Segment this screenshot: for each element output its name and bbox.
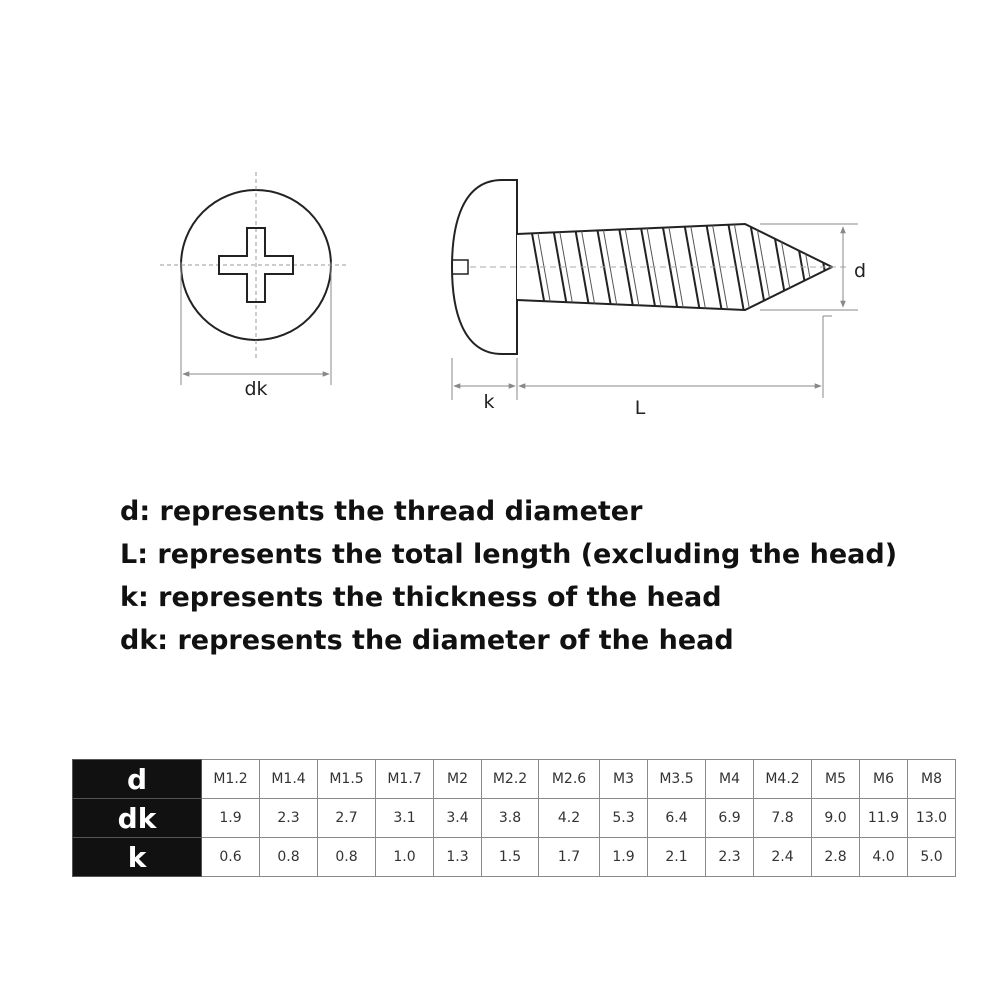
table-row	[73, 760, 956, 799]
table-cell: 9.0	[812, 799, 860, 838]
table-cell: 13.0	[908, 799, 956, 838]
table-cell: 4.2	[539, 799, 600, 838]
legend-k: k: represents the thickness of the head	[120, 582, 722, 613]
table-cell: M4.2	[754, 760, 812, 799]
dk-dimension-label: dk	[244, 378, 268, 400]
table-cell: M2	[434, 760, 482, 799]
table-cell: 6.4	[648, 799, 706, 838]
table-cell: 1.0	[376, 838, 434, 877]
head-top-view	[160, 172, 346, 400]
table-cell: 0.6	[202, 838, 260, 877]
spec-table	[72, 759, 956, 877]
table-cell: M2.6	[539, 760, 600, 799]
table-cell: 11.9	[860, 799, 908, 838]
table-cell: M1.2	[202, 760, 260, 799]
table-cell: M4	[706, 760, 754, 799]
legend-d: d: represents the thread diameter	[120, 496, 643, 527]
table-cell: M3.5	[648, 760, 706, 799]
L-dimension-label: L	[634, 397, 646, 419]
table-cell: M5	[812, 760, 860, 799]
legend-dk: dk: represents the diameter of the head	[120, 625, 734, 656]
table-cell: 7.8	[754, 799, 812, 838]
legend	[120, 490, 980, 662]
table-cell: 1.7	[539, 838, 600, 877]
table-cell: 2.3	[260, 799, 318, 838]
table-cell: 2.4	[754, 838, 812, 877]
table-cell: 0.8	[318, 838, 376, 877]
table-cell: 1.5	[482, 838, 539, 877]
screw-diagram	[0, 0, 1000, 470]
k-dimension-label: k	[483, 391, 495, 413]
table-cell: M1.5	[318, 760, 376, 799]
table-cell: 1.9	[600, 838, 648, 877]
table-cell: 2.8	[812, 838, 860, 877]
table-cell: M1.4	[260, 760, 318, 799]
table-cell: M6	[860, 760, 908, 799]
table-cell: 5.3	[600, 799, 648, 838]
table-cell: M2.2	[482, 760, 539, 799]
table-cell: 4.0	[860, 838, 908, 877]
legend-L: L: represents the total length (excluding the head)	[120, 539, 898, 570]
table-row	[73, 838, 956, 877]
table-cell: 2.3	[706, 838, 754, 877]
table-cell: 2.7	[318, 799, 376, 838]
row-header: k	[73, 838, 202, 877]
table-cell: M1.7	[376, 760, 434, 799]
table-cell: 3.8	[482, 799, 539, 838]
table-cell: 1.9	[202, 799, 260, 838]
table-row	[73, 799, 956, 838]
d-dimension-label: d	[853, 260, 867, 282]
table-cell: M8	[908, 760, 956, 799]
table-cell: 1.3	[434, 838, 482, 877]
table-cell: 0.8	[260, 838, 318, 877]
table-cell: 5.0	[908, 838, 956, 877]
table-cell: 6.9	[706, 799, 754, 838]
table-cell: 3.4	[434, 799, 482, 838]
table-cell: 2.1	[648, 838, 706, 877]
row-header: d	[73, 760, 202, 799]
table-cell: M3	[600, 760, 648, 799]
row-header: dk	[73, 799, 202, 838]
table-cell: 3.1	[376, 799, 434, 838]
screw-side-view	[452, 180, 866, 419]
